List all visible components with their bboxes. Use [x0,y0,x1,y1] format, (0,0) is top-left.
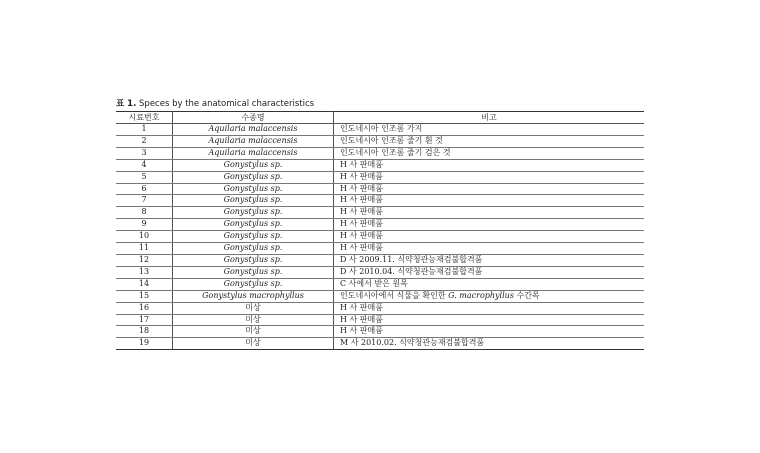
sample-number-cell: 17 [116,314,173,326]
species-name-cell: 미상 [173,326,334,338]
species-name-cell: Gonystylus sp. [173,207,334,219]
species-name-cell: 미상 [173,314,334,326]
sample-number-cell: 15 [116,290,173,302]
table-row [116,159,644,171]
species-name-cell: Aquilaria malaccensis [173,147,334,159]
document-table-section [116,99,644,350]
species-name-cell: Gonystylus sp. [173,254,334,266]
remarks-cell: H 사 판매품 [334,243,645,255]
remarks-cell: H 사 판매품 [334,171,645,183]
sample-number-cell: 2 [116,135,173,147]
table-row [116,290,644,302]
sample-number-cell: 10 [116,231,173,243]
remarks-cell: H 사 판매품 [334,231,645,243]
species-name-cell: Gonystylus sp. [173,195,334,207]
sample-number-cell: 6 [116,183,173,195]
remarks-cell: H 사 판매품 [334,219,645,231]
table-row [116,219,644,231]
sample-number-cell: 1 [116,124,173,136]
sample-number-cell: 7 [116,195,173,207]
sample-number-cell: 8 [116,207,173,219]
table-row [116,278,644,290]
species-name-cell: Gonystylus sp. [173,266,334,278]
remarks-cell: H 사 판매품 [334,314,645,326]
remarks-cell: H 사 판매품 [334,302,645,314]
table-row [116,195,644,207]
remarks-cell: D 사 2010.04. 식약청관능재검불합격품 [334,266,645,278]
table-caption [116,99,644,111]
sample-number-cell: 16 [116,302,173,314]
remarks-cell: M 사 2010.02. 식약청관능재검불합격품 [334,338,645,350]
species-name-cell: Gonystylus sp. [173,183,334,195]
sample-number-cell: 4 [116,159,173,171]
table-row [116,254,644,266]
sample-number-cell: 18 [116,326,173,338]
species-name-cell: Aquilaria malaccensis [173,124,334,136]
sample-number-cell: 13 [116,266,173,278]
table-header [116,112,644,124]
remarks-cell: H 사 판매품 [334,183,645,195]
sample-number-cell: 9 [116,219,173,231]
table-caption-text: Speces by the anatomical characteristics [136,99,315,109]
remarks-cell: H 사 판매품 [334,207,645,219]
table-row [116,231,644,243]
species-name-cell: Gonystylus sp. [173,219,334,231]
table-row [116,266,644,278]
table-row [116,338,644,350]
remarks-cell: 인도네시아 인조롬 줄기 흰 것 [334,135,645,147]
species-name-cell: 미상 [173,302,334,314]
remarks-cell [334,290,645,302]
remarks-text: 인도네시아에서 식물을 확인한 [340,290,449,300]
species-name-cell: Gonystylus sp. [173,243,334,255]
table-caption-label: 표 1. [116,99,137,109]
sample-number-cell: 12 [116,254,173,266]
species-name-cell: 미상 [173,338,334,350]
table-row [116,314,644,326]
species-name-cell: Gonystylus macrophyllus [173,290,334,302]
sample-number-cell: 11 [116,243,173,255]
remarks-cell: H 사 판매품 [334,159,645,171]
species-name-cell: Aquilaria malaccensis [173,135,334,147]
table-row [116,302,644,314]
table-row [116,147,644,159]
remarks-species-italic: G. macrophyllus [448,290,514,300]
remarks-cell: 인도네시아 인조롬 줄기 검은 것 [334,147,645,159]
remarks-cell: C 사에서 받은 원목 [334,278,645,290]
table-header-row [116,112,644,124]
table-row [116,124,644,136]
table-row [116,183,644,195]
sample-number-cell: 3 [116,147,173,159]
header-remarks: 비고 [334,112,645,124]
species-name-cell: Gonystylus sp. [173,231,334,243]
table-row [116,171,644,183]
remarks-text: 수간목 [513,290,540,300]
sample-number-cell: 5 [116,171,173,183]
species-name-cell: Gonystylus sp. [173,171,334,183]
species-name-cell: Gonystylus sp. [173,278,334,290]
table-row [116,207,644,219]
header-species-name: 수종명 [173,112,334,124]
table-body [116,124,644,350]
remarks-cell: H 사 판매품 [334,195,645,207]
sample-number-cell: 19 [116,338,173,350]
remarks-cell: H 사 판매품 [334,326,645,338]
remarks-cell: 인도네시아 인조롬 가지 [334,124,645,136]
table-row [116,135,644,147]
table-row [116,243,644,255]
remarks-cell: D 사 2009.11. 식약청관능재검불합격품 [334,254,645,266]
header-sample-number: 시료번호 [128,113,160,122]
species-table [116,111,644,350]
table-row [116,326,644,338]
sample-number-cell: 14 [116,278,173,290]
species-name-cell: Gonystylus sp. [173,159,334,171]
